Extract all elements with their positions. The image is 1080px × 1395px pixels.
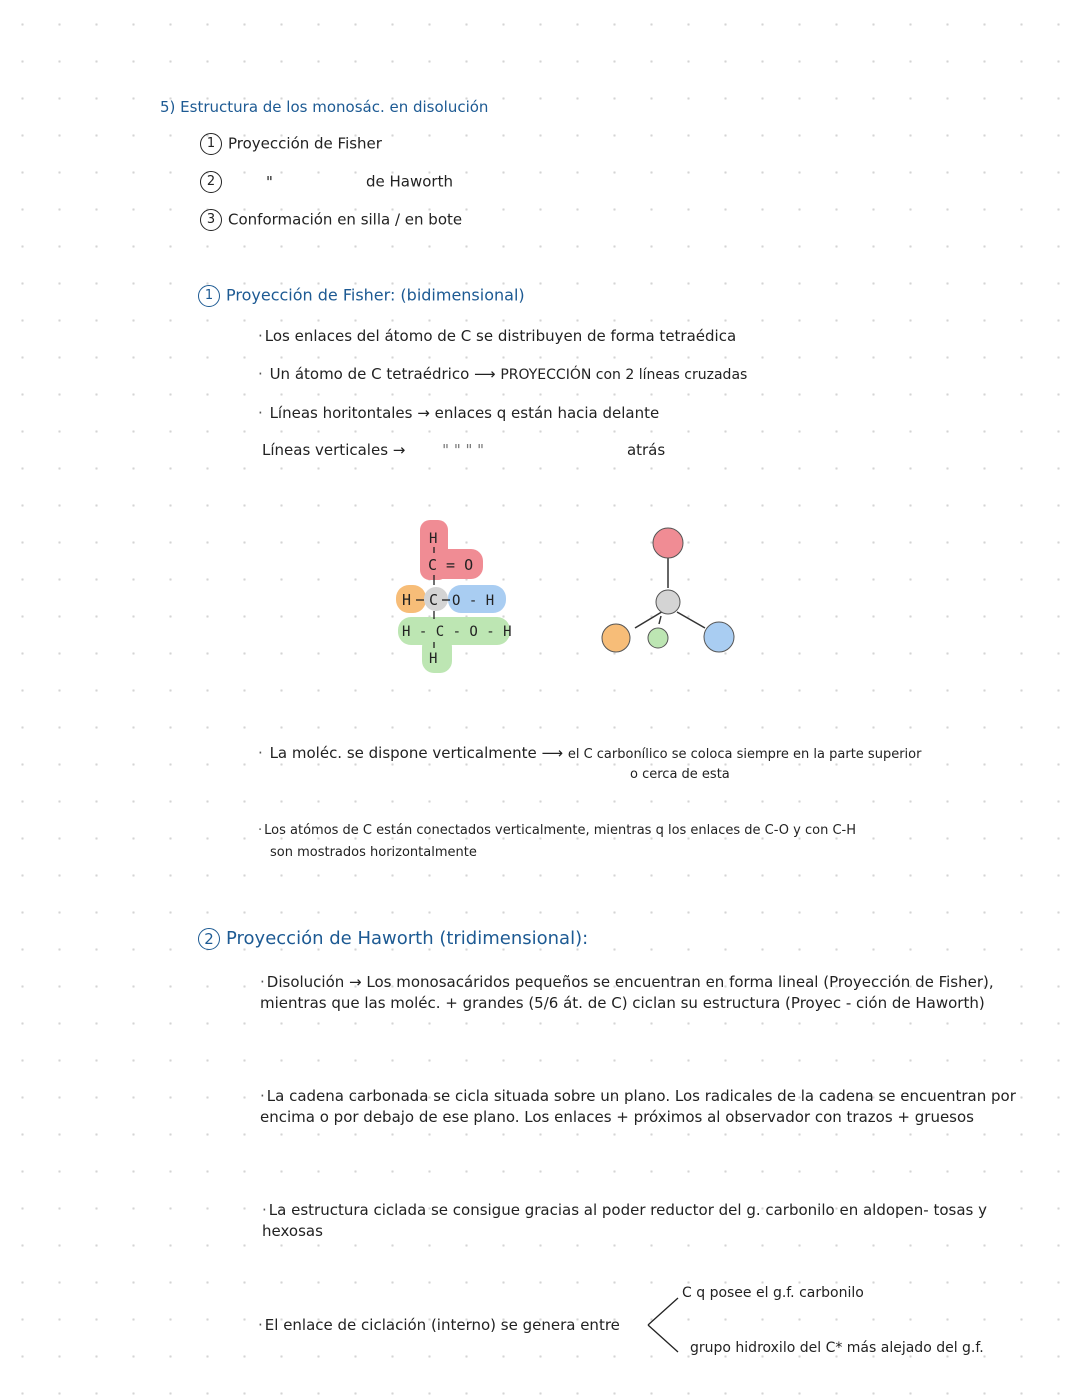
item-text: Conformación en silla / en bote	[228, 210, 463, 229]
ditto-mark: "	[266, 172, 273, 191]
ditto-marks: " " " "	[442, 441, 485, 459]
branch-lines	[644, 1290, 684, 1360]
haworth-paragraph-3: · La estructura ciclada se consigue gracias al poder reductor del g. carbonilo en aldopen- tosas y hexosas	[262, 1200, 1052, 1242]
atom-ball-orange	[602, 624, 630, 652]
arrow-icon: →	[417, 404, 430, 422]
atom-ball-blue	[704, 622, 734, 652]
note1-text-a: La moléc. se dispone verticalmente	[269, 744, 537, 762]
atom-label: O - H	[452, 593, 495, 609]
line4-text-b: atrás	[626, 441, 666, 459]
item-number: 3	[200, 209, 222, 231]
fisher-line-3	[258, 404, 659, 422]
atom-label: H	[429, 531, 438, 547]
fisher-heading	[198, 285, 525, 307]
list-item	[200, 171, 453, 193]
haworth-title: Proyección de Haworth (tridimensional):	[226, 928, 589, 949]
line3-text-a: Líneas horitontales	[269, 404, 413, 422]
atom-label: C	[429, 591, 439, 609]
arrow-icon: ⟶	[541, 744, 564, 762]
fisher-note-1-cont: o cerca de esta	[630, 767, 730, 782]
fisher-molecule-diagram	[390, 515, 520, 680]
atom-ball-green	[648, 628, 668, 648]
item-text: Proyección de Fisher	[228, 134, 382, 153]
fisher-line-4	[262, 441, 665, 459]
section-title: 5) Estructura de los monosác. en disolución	[160, 98, 489, 116]
tetrahedral-diagram	[595, 520, 745, 660]
fisher-note-1	[258, 744, 921, 762]
heading-number: 1	[198, 285, 220, 307]
haworth-paragraph-1: · Disolución → Los monosacáridos pequeños se encuentran en forma lineal (Proyección de Fisher), mientras que las moléc. + grandes (5/6 át. de C) ciclan su estructura (Proyec - ción de Haworth)	[260, 972, 1050, 1014]
fisher-line-1: · Los enlaces del átomo de C se distribuyen de forma tetraédica	[258, 327, 736, 345]
line4-text-a: Líneas verticales	[262, 441, 389, 459]
atom-ball-red	[653, 528, 683, 558]
atom-label: H - C - O - H	[402, 624, 512, 640]
line2-text-a: Un átomo de C tetraédrico	[269, 365, 470, 383]
list-item	[200, 209, 462, 231]
line3-text-b: enlaces q están hacia delante	[434, 404, 660, 422]
branch-bottom-text: grupo hidroxilo del C* más alejado del g.f.	[690, 1340, 984, 1356]
arrow-icon: →	[392, 441, 406, 459]
item-number: 2	[200, 171, 222, 193]
atom-ball-gray	[656, 590, 680, 614]
line2-text-b: PROYECCIÓN con 2 líneas cruzadas	[500, 367, 748, 383]
haworth-paragraph-2: · La cadena carbonada se cicla situada sobre un plano. Los radicales de la cadena se encuentran por encima o por debajo de ese plano. Los enlaces + próximos al observador con trazos + gruesos	[260, 1086, 1050, 1128]
haworth-paragraph-4: · El enlace de ciclación (interno) se genera entre	[258, 1316, 620, 1334]
fisher-note-2-cont: son mostrados horizontalmente	[270, 845, 477, 860]
heading-number: 2	[198, 928, 220, 950]
atom-label: H	[429, 651, 438, 667]
haworth-heading	[198, 928, 588, 950]
item-number: 1	[200, 133, 222, 155]
list-item	[200, 133, 382, 155]
item-text: de Haworth	[366, 172, 453, 191]
branch-top-text: C q posee el g.f. carbonilo	[682, 1285, 864, 1301]
fisher-title: Proyección de Fisher: (bidimensional)	[226, 285, 525, 305]
atom-label: C = O	[428, 556, 474, 574]
fisher-note-2: · Los atómos de C están conectados verticalmente, mientras q los enlaces de C-O y con C-H	[258, 823, 856, 838]
atom-label: H	[402, 591, 412, 609]
fisher-line-2	[258, 365, 747, 383]
arrow-icon: ⟶	[474, 365, 496, 383]
note1-text-b: el C carbonílico se coloca siempre en la parte superior	[567, 747, 922, 762]
